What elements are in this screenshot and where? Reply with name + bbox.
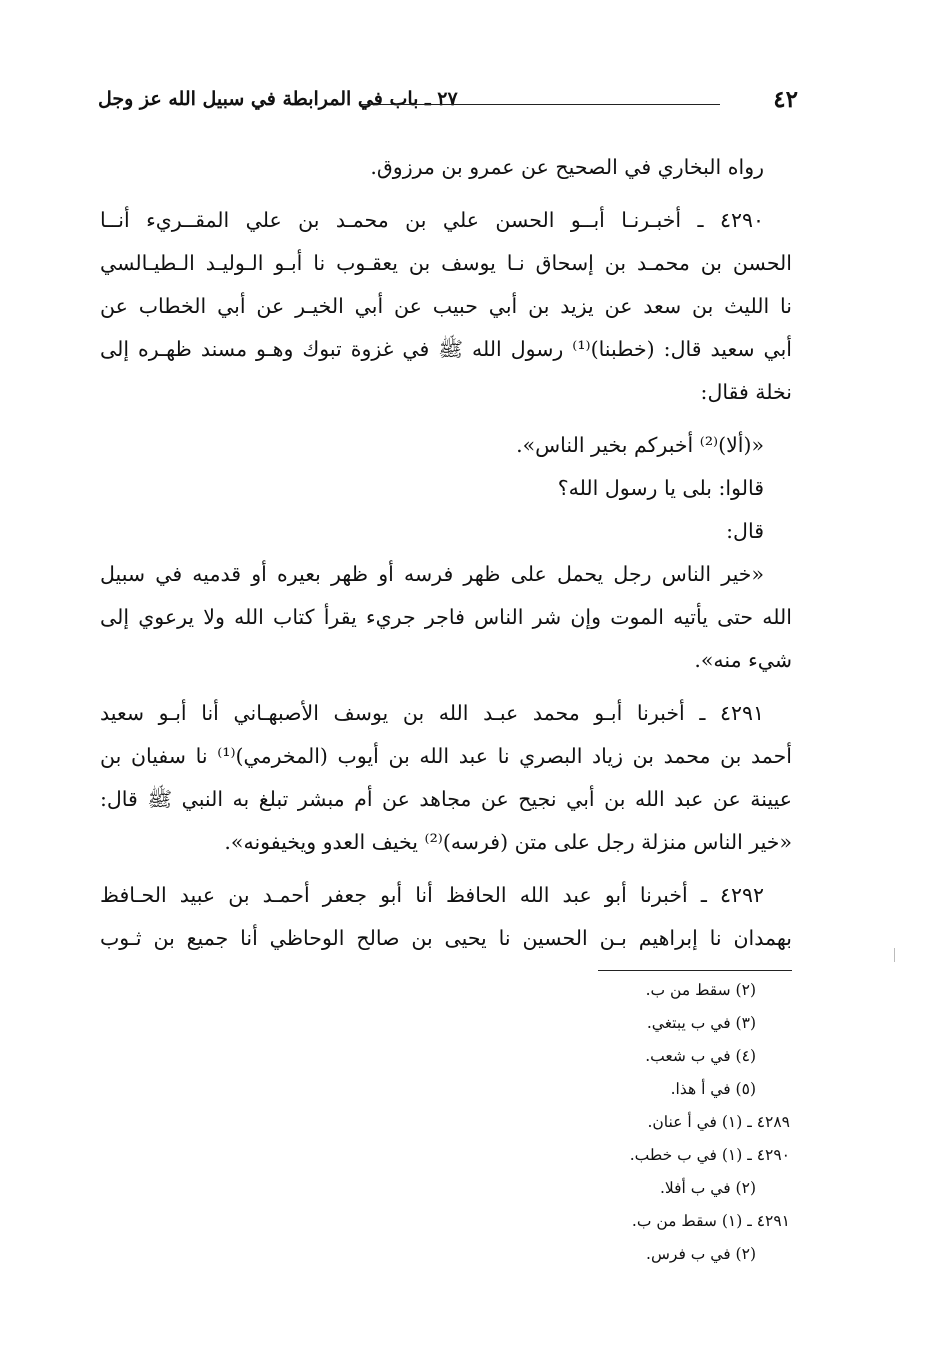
text-line: «(ألا)⁽²⁾ أخبركم بخير الناس». (516, 433, 764, 457)
main-text (100, 146, 792, 960)
hadith-4290-line: ٤٢٩٠ ـ أخبـرنـا أبــو الحسن علي بن محمـد بن علي المقــريء أنــا (100, 208, 764, 232)
footnote: (٣) في ب يبتغي. (646, 1014, 756, 1032)
footnote: ٤٢٩١ ـ (١) سقط من ب. (631, 1212, 790, 1230)
footnote: (٢) في ب أفلا. (659, 1179, 756, 1197)
margin-mark (894, 948, 895, 962)
chapter-title: ٢٧ ـ باب في المرابطة في سبيل الله عز وجل (98, 88, 458, 110)
text-line: الله حتى يأتيه الموت وإن شر الناس فاجر جريء يقرأ كتاب الله ولا يرعوي إلى (100, 605, 792, 629)
text-line: قالوا: بلى يا رسول الله؟ (557, 476, 764, 500)
footnote: (٢) سقط من ب. (645, 981, 756, 999)
text-line: نخلة فقال: (700, 380, 792, 404)
hadith-4292-line: ٤٢٩٢ ـ أخبرنا أبو عبد الله الحافظ أنا أبو جعفر أحمـد بن عبيد الحـافظ (100, 883, 764, 907)
running-header (98, 88, 798, 118)
text-line: أحمد بن محمد بن زياد البصري نا عبد الله بن أيوب (المخرمي)⁽¹⁾ نا سفيان بن (100, 744, 793, 768)
text-line: الحسن بن محمـد بن إسحاق نـا يوسف بن يعقـوب نا أبـو الـوليـد الـطيـالسي (100, 251, 792, 275)
page-number: ٤٢ (773, 86, 798, 113)
footnote: (٥) في أ هذا. (670, 1080, 756, 1098)
footnote: (٤) في ب شعب. (645, 1047, 756, 1065)
text-line: أبي سعيد قال: (خطبنا)⁽¹⁾ رسول الله ﷺ في غزوة تبوك وهـو مسند ظهـره إلى (100, 337, 792, 361)
footnotes (480, 974, 790, 1271)
footnote: ٤٢٨٩ ـ (١) في أ عنان. (647, 1113, 790, 1131)
hadith-4291-line: ٤٢٩١ ـ أخبرنا أبـو محمد عبـد الله بن يوسف الأصبهـاني أنا أبـو سعيد (100, 701, 764, 725)
text-line: شيء منه». (694, 648, 792, 672)
text-line: «خير الناس رجل يحمل على ظهر فرسه أو ظهر بعيره أو قدميه في سبيل (100, 562, 764, 586)
text-line: بهمدان نا إبراهيم بـن الحسين نا يحيى بن صالح الوحاظي أنا جميع بن ثـوب (100, 926, 792, 950)
footnote-rule (598, 970, 792, 971)
footnote: ٤٢٩٠ ـ (١) في ب خطب. (629, 1146, 790, 1164)
text-line: عيينة عن عبد الله بن أبي نجيح عن مجاهد عن أم مبشر تبلغ به النبي ﷺ قال: (100, 787, 792, 811)
text-line: قال: (726, 519, 764, 543)
text-line: رواه البخاري في الصحيح عن عمرو بن مرزوق. (370, 155, 764, 179)
header-rule (360, 104, 720, 105)
footnote: (٢) في ب فرس. (646, 1245, 756, 1263)
text-line: «خير الناس منزلة رجل على متن (فرسه)⁽²⁾ يخيف العدو ويخيفونه». (224, 830, 792, 854)
text-line: نا الليث بن سعد عن يزيد بن أبي حبيب عن أبي الخيـر عن أبي الخطاب عن (100, 294, 792, 318)
